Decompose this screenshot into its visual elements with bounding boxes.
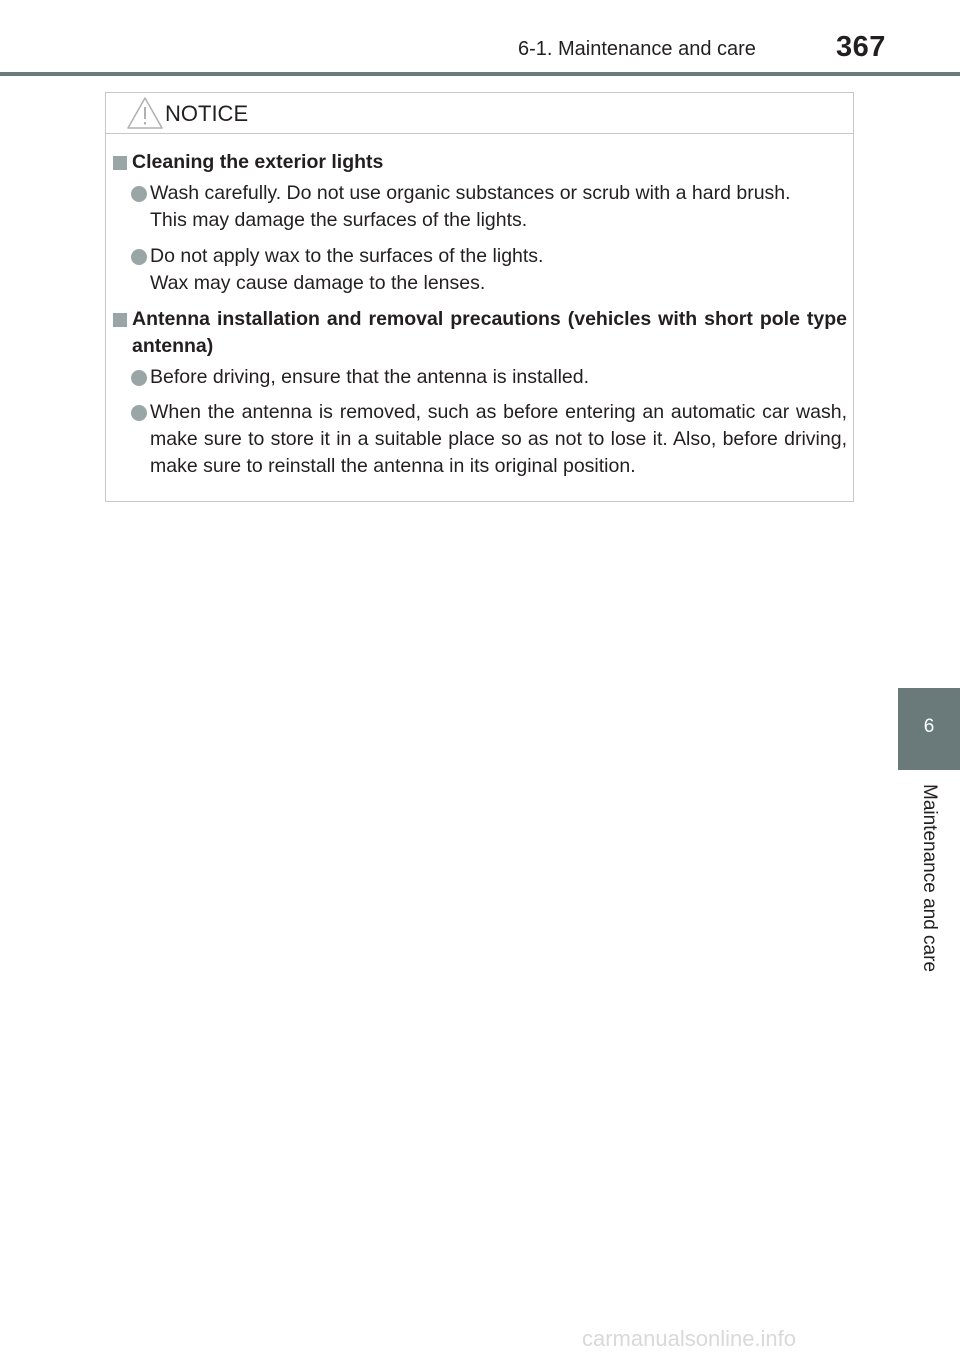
- notice-header: [106, 93, 853, 134]
- list-item-line: Wash carefully. Do not use organic substances or scrub with a hard brush.: [150, 182, 791, 204]
- item-bullet-dot: [131, 405, 147, 421]
- list-item: [150, 180, 847, 234]
- item-bullet-dot: [131, 186, 147, 202]
- list-item-line: Before driving, ensure that the antenna is installed.: [150, 366, 590, 388]
- chapter-number: 6: [923, 716, 935, 737]
- watermark: carmanualsonline.info: [582, 1326, 797, 1351]
- section-title-exterior-lights: Cleaning the exterior lights: [132, 151, 384, 173]
- item-bullet-dot: [131, 370, 147, 386]
- warning-triangle-icon: [126, 96, 164, 130]
- list-item-line: This may damage the surfaces of the lights.: [150, 209, 528, 231]
- item-bullet-dot: [131, 249, 147, 265]
- list-item-line: Wax may cause damage to the lenses.: [150, 272, 486, 294]
- page-number: 367: [836, 31, 886, 63]
- chapter-tab: [898, 688, 960, 770]
- section-bullet-square: [113, 313, 127, 327]
- list-item-line: Do not apply wax to the surfaces of the lights.: [150, 245, 544, 267]
- section-bullet-square: [113, 156, 127, 170]
- list-item-line: When the antenna is removed, such as before entering an automatic car wash, make sure to store it in a suitable place so as not to lose it. Also, before driving, make sure to reinstall the antenna in its original position.: [150, 401, 847, 477]
- section-title-antenna: Antenna installation and removal precautions (vehicles with short pole type antenna): [132, 308, 847, 357]
- list-item: [150, 399, 847, 480]
- header-section-title: 6-1. Maintenance and care: [518, 38, 756, 60]
- header-rule: [0, 72, 960, 76]
- notice-box: [105, 92, 854, 502]
- notice-title: NOTICE: [165, 101, 249, 126]
- list-item: [150, 364, 847, 391]
- list-item: [150, 243, 847, 297]
- chapter-label-text: Maintenance and care: [919, 784, 940, 973]
